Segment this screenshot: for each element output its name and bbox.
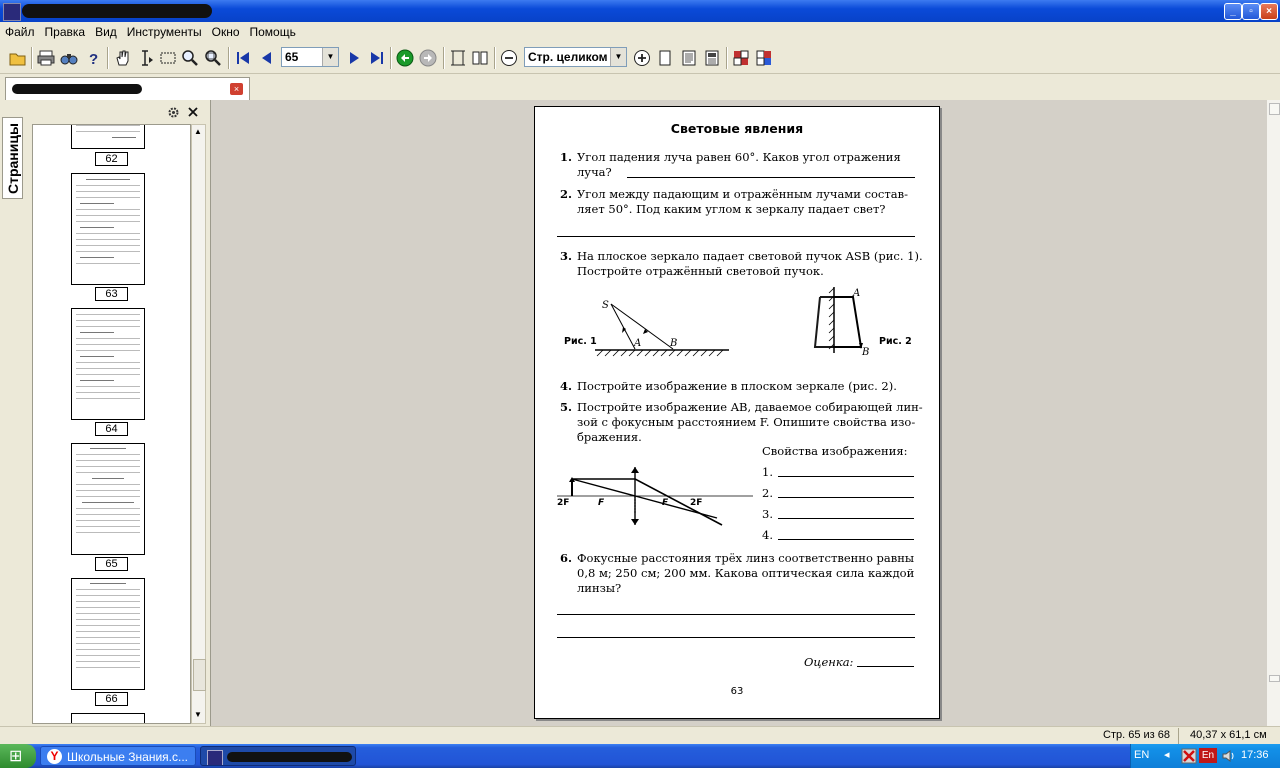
thumbnail-page-label: 66 xyxy=(95,692,128,706)
redacted-task-title xyxy=(227,752,352,762)
scroll-down-icon[interactable]: ▼ xyxy=(194,710,202,719)
last-page-icon[interactable] xyxy=(368,49,386,67)
answer-line xyxy=(778,476,914,477)
thumbnail-page-label: 62 xyxy=(95,152,128,166)
close-tab-icon[interactable]: × xyxy=(230,83,243,95)
start-button[interactable] xyxy=(0,744,36,768)
property-number: 3. xyxy=(762,507,773,521)
question-text: Постройте отражённый световой пучок. xyxy=(577,264,824,278)
question-number: 2. xyxy=(560,187,573,201)
redacted-tab-title xyxy=(12,84,142,94)
taskbar-button-label: Школьные Знания.c... xyxy=(67,750,189,764)
chevron-left-icon[interactable]: ◂ xyxy=(1164,749,1170,761)
minimize-button[interactable]: _ xyxy=(1224,3,1242,20)
figure-point-label: S xyxy=(602,300,609,311)
lens-point-label: 2F xyxy=(557,498,570,508)
question-text: На плоское зеркало падает световой пучок ASB (рис. 1). xyxy=(577,249,923,263)
fit-width-icon[interactable] xyxy=(449,49,467,67)
page-number-field[interactable] xyxy=(281,47,339,67)
question-number: 4. xyxy=(560,379,573,393)
answer-line xyxy=(778,539,914,540)
arrange-icon[interactable] xyxy=(755,49,773,67)
document-tab[interactable] xyxy=(5,77,250,100)
question-text: 0,8 м; 250 см; 200 мм. Какова оптическая сила каждой xyxy=(577,566,915,580)
forward-icon[interactable] xyxy=(419,49,437,67)
figure-point-label: B xyxy=(670,338,678,349)
question-number: 3. xyxy=(560,249,573,263)
close-button[interactable]: × xyxy=(1260,3,1278,20)
menu-bar xyxy=(0,22,1280,41)
pages-side-tab-label: Страницы xyxy=(5,123,21,194)
lens-point-label: F xyxy=(662,498,669,508)
thumbnail-page[interactable] xyxy=(71,173,145,285)
thumbnail-scrollbar[interactable] xyxy=(191,124,206,724)
question-number: 6. xyxy=(560,551,573,565)
question-text: луча? xyxy=(577,165,612,179)
print-icon[interactable] xyxy=(37,49,55,67)
scroll-up-icon[interactable]: ▲ xyxy=(194,127,202,136)
answer-line xyxy=(778,518,914,519)
answer-line xyxy=(557,236,915,237)
zoom-value: Стр. целиком xyxy=(528,50,608,64)
windows-logo-icon: ⊞ xyxy=(9,748,23,765)
figure-point-label: B xyxy=(862,347,870,358)
grade-label: Оценка: xyxy=(804,655,854,669)
figure-caption: Рис. 1 xyxy=(564,336,597,347)
thumbnail-page-label: 64 xyxy=(95,422,128,436)
status-bar xyxy=(0,726,1280,745)
question-text: зой с фокусным расстоянием F. Опишите свойства изо- xyxy=(577,415,916,429)
question-text: линзы? xyxy=(577,581,622,595)
thumbnail-list xyxy=(32,124,191,724)
redacted-window-title xyxy=(22,4,212,18)
two-pages-icon[interactable] xyxy=(471,49,489,67)
previous-page-icon[interactable] xyxy=(258,49,276,67)
figure-point-label: A xyxy=(853,288,861,299)
lens-point-label: 2F xyxy=(690,498,703,508)
thumbnail-page[interactable] xyxy=(71,578,145,690)
zoom-icon[interactable] xyxy=(181,49,199,67)
thumbnail-page-label: 65 xyxy=(95,557,128,571)
hand-tool-icon[interactable] xyxy=(114,49,132,67)
menu-tools[interactable]: Инструменты xyxy=(126,25,202,39)
taskbar-button-browser[interactable] xyxy=(40,746,196,766)
page-number: 63 xyxy=(730,686,744,697)
scroll-thumb[interactable] xyxy=(193,659,206,691)
rotate-icon[interactable] xyxy=(732,49,750,67)
grade-line xyxy=(857,666,914,667)
app-icon xyxy=(3,3,21,21)
text-select-icon[interactable] xyxy=(137,49,155,67)
thumbnail-page[interactable] xyxy=(71,713,145,724)
open-folder-icon[interactable] xyxy=(9,49,27,67)
title-bar xyxy=(0,0,1280,22)
clock: 17:36 xyxy=(1241,749,1269,761)
next-page-icon[interactable] xyxy=(345,49,363,67)
panel-header xyxy=(28,100,206,124)
toolbar xyxy=(0,41,1280,74)
thumbnail-page[interactable] xyxy=(71,443,145,555)
thumbnail-page[interactable] xyxy=(71,308,145,420)
zoom-select[interactable] xyxy=(524,47,627,67)
question-text: Угол между падающим и отражённым лучами состав- xyxy=(577,187,908,201)
mirror-ray-diagram xyxy=(593,292,733,362)
question-number: 1. xyxy=(560,150,573,164)
page-number-value: 65 xyxy=(285,50,299,64)
speaker-icon[interactable] xyxy=(1221,748,1237,764)
property-number: 4. xyxy=(762,528,773,542)
chevron-down-icon[interactable]: ▼ xyxy=(322,48,338,66)
question-text: Фокусные расстояния трёх линз соответственно равны xyxy=(577,551,915,565)
taskbar-button-viewer[interactable] xyxy=(200,746,356,766)
property-number: 2. xyxy=(762,486,773,500)
single-page-icon[interactable] xyxy=(656,49,674,67)
thumbnail-page-label: 63 xyxy=(95,287,128,301)
question-text: бражения. xyxy=(577,430,642,444)
answer-line xyxy=(778,497,914,498)
question-text: ляет 50°. Под каким углом к зеркалу падает свет? xyxy=(577,202,886,216)
taskbar xyxy=(0,744,1280,768)
pages-side-tab[interactable] xyxy=(2,117,23,199)
document-page xyxy=(534,106,940,719)
page-text-icon[interactable] xyxy=(680,49,698,67)
figure-caption: Рис. 2 xyxy=(879,336,912,347)
answer-line xyxy=(557,614,915,615)
page-layout-icon[interactable] xyxy=(703,49,721,67)
menu-view[interactable]: Вид xyxy=(95,25,117,39)
first-page-icon[interactable] xyxy=(234,49,252,67)
security-alert-icon[interactable] xyxy=(1181,748,1197,764)
answer-line xyxy=(557,637,915,638)
menu-help[interactable]: Помощь xyxy=(249,25,296,39)
menu-window[interactable]: Окно xyxy=(211,25,240,39)
document-tabs xyxy=(0,74,1280,100)
property-number: 1. xyxy=(762,465,773,479)
language-badge[interactable]: En xyxy=(1199,748,1217,763)
zoom-in-icon[interactable] xyxy=(633,49,651,67)
question-number: 5. xyxy=(560,400,573,414)
maximize-button[interactable]: ▫ xyxy=(1242,3,1260,20)
back-icon[interactable] xyxy=(396,49,414,67)
scroll-thumb[interactable] xyxy=(1269,675,1280,682)
lens-diagram xyxy=(557,465,753,527)
find-icon[interactable] xyxy=(60,49,78,67)
zoom-out-icon[interactable] xyxy=(500,49,518,67)
scroll-up-icon[interactable] xyxy=(1269,103,1280,115)
chevron-down-icon[interactable]: ▼ xyxy=(610,48,626,66)
answer-line xyxy=(627,177,915,178)
close-icon[interactable] xyxy=(187,106,199,118)
properties-title: Свойства изображения: xyxy=(762,444,908,458)
viewer-scrollbar[interactable] xyxy=(1267,100,1280,726)
zoom-region-icon[interactable] xyxy=(204,49,222,67)
language-indicator[interactable]: EN xyxy=(1134,749,1150,761)
page-title: Световые явления xyxy=(670,121,804,136)
thumbnail-page[interactable] xyxy=(71,124,145,149)
marquee-select-icon[interactable] xyxy=(159,49,177,67)
question-text: Постройте изображение в плоском зеркале (рис. 2). xyxy=(577,379,897,393)
question-text: Постройте изображение AB, даваемое собирающей лин- xyxy=(577,400,923,414)
lens-point-label: F xyxy=(598,498,605,508)
page-info: Стр. 65 из 68 xyxy=(1103,729,1170,741)
menu-file[interactable]: Файл xyxy=(5,25,35,39)
system-tray xyxy=(1130,744,1280,768)
question-text: Угол падения луча равен 60°. Каков угол отражения xyxy=(577,150,901,164)
svg-text:?: ? xyxy=(89,51,99,67)
browser-icon: Y xyxy=(47,749,62,764)
menu-edit[interactable]: Правка xyxy=(44,25,86,39)
page-size: 40,37 x 61,1 см xyxy=(1190,729,1267,741)
figure-point-label: A xyxy=(634,338,642,349)
help-icon[interactable] xyxy=(84,49,102,67)
viewer-app-icon xyxy=(207,750,223,766)
thumbnail-panel xyxy=(28,100,206,726)
gear-icon[interactable] xyxy=(167,106,180,119)
